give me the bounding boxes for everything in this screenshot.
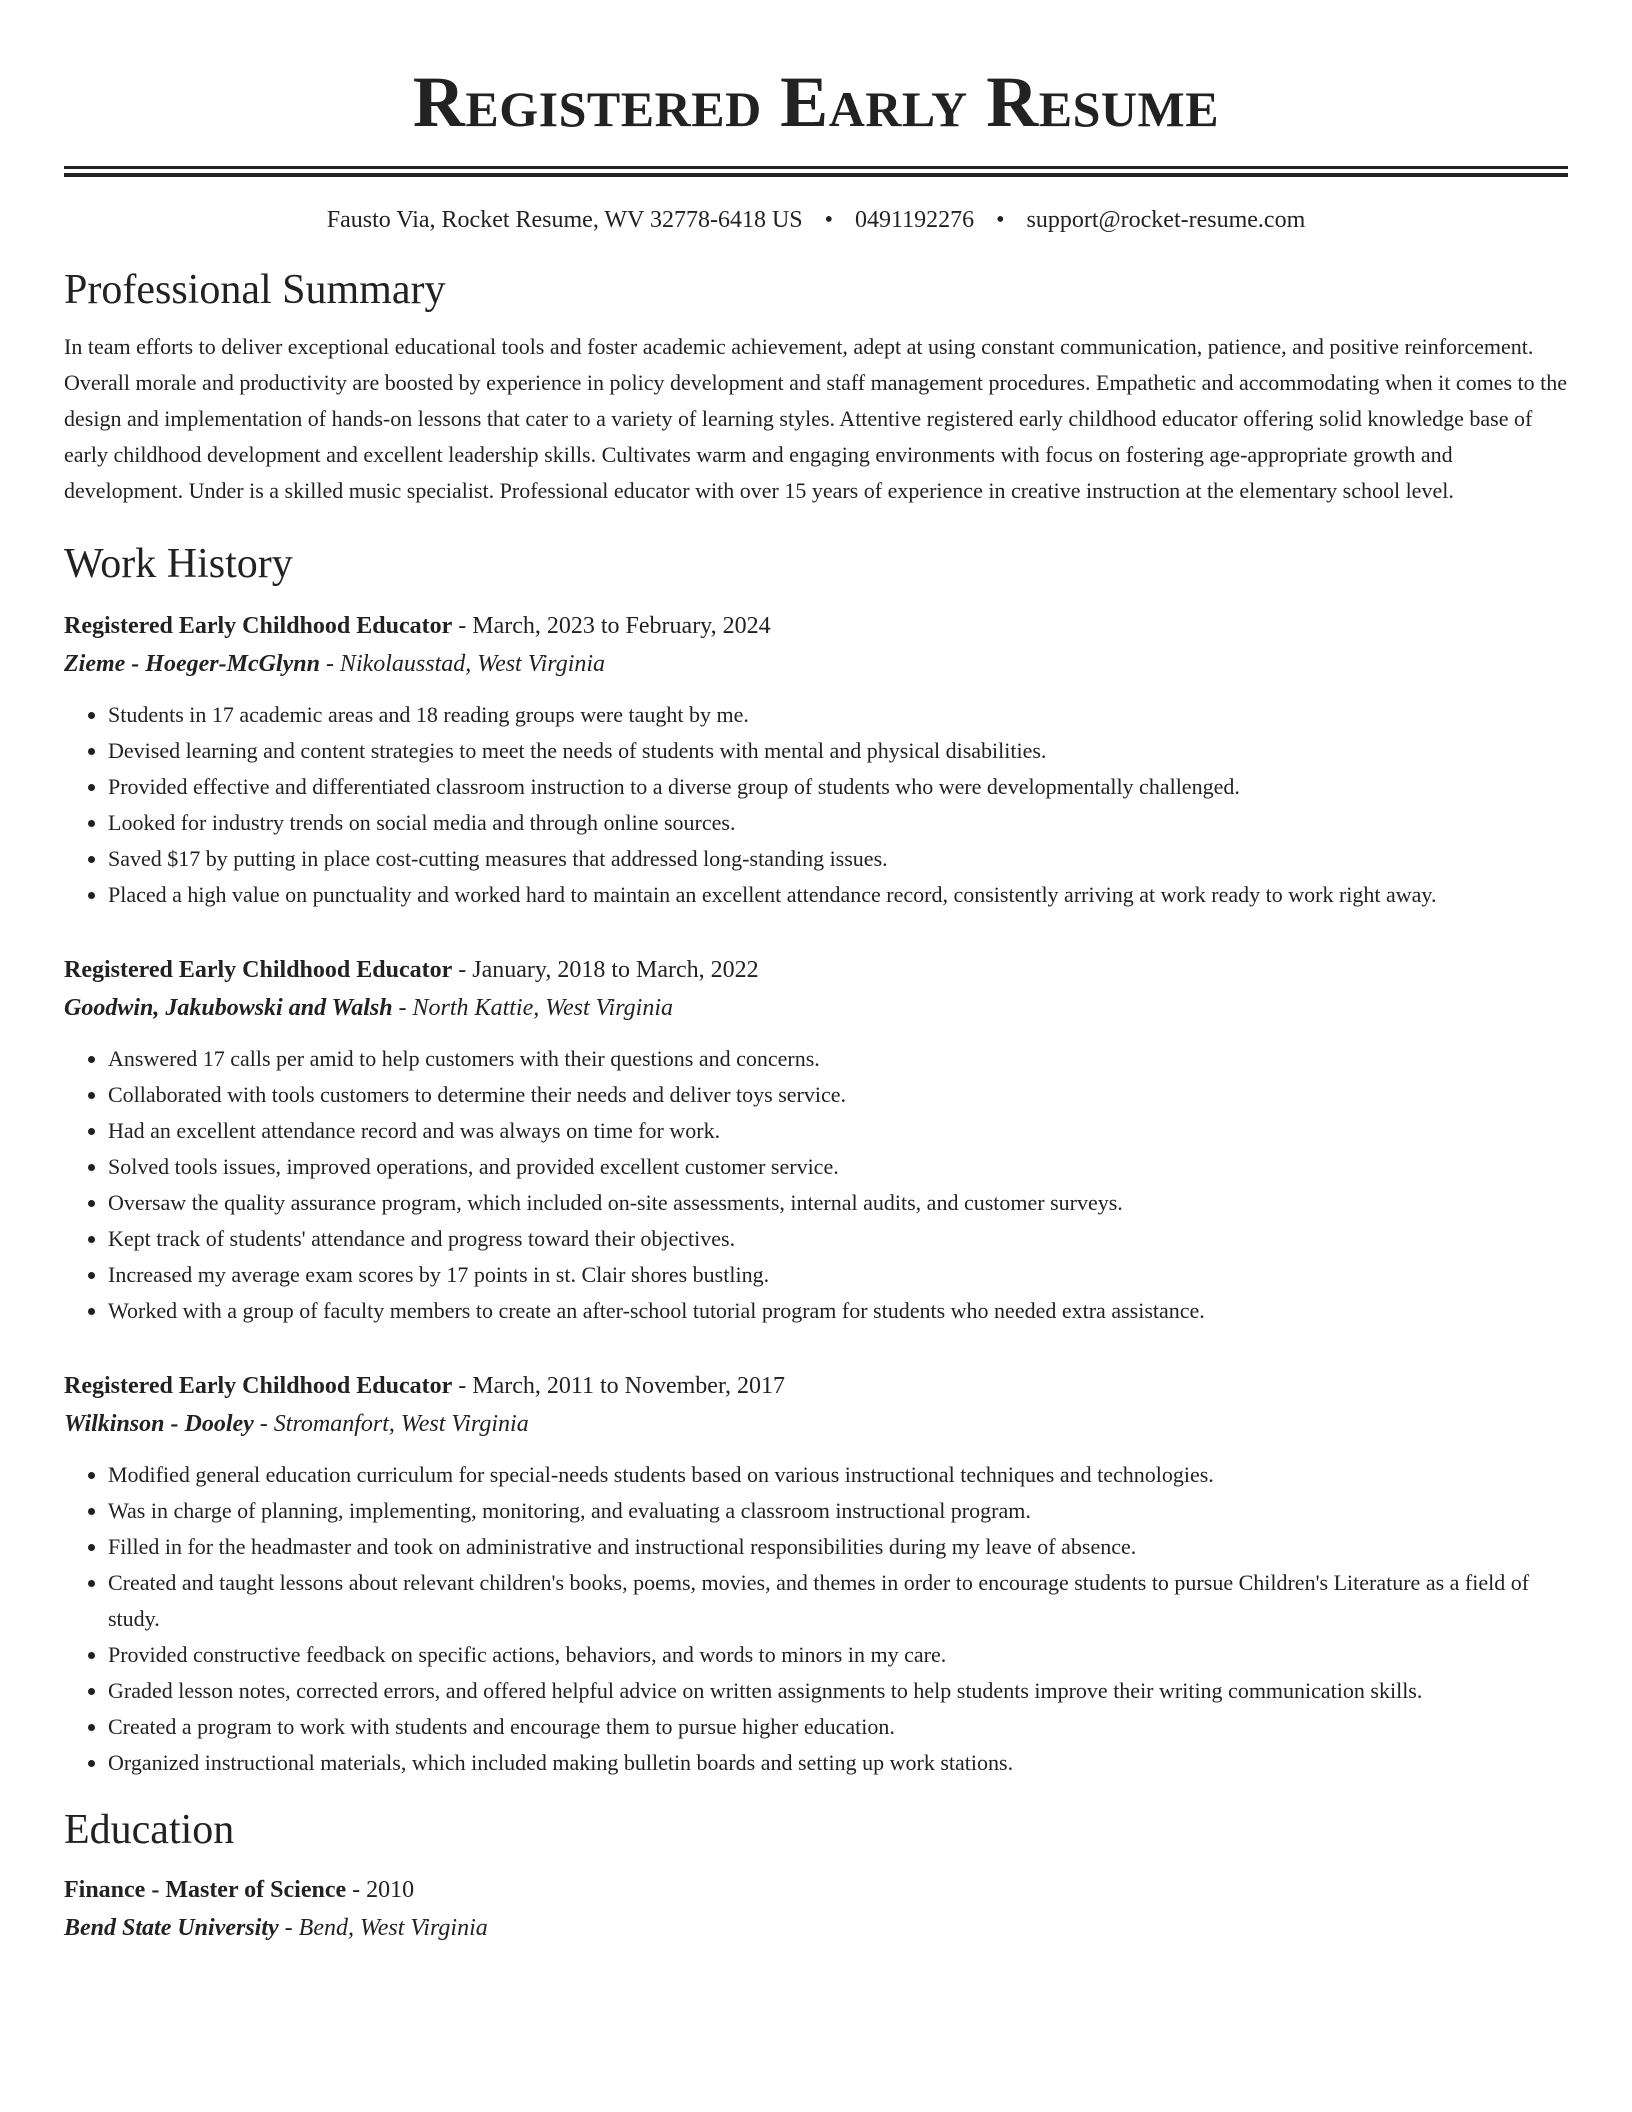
- list-item: • Answered 17 calls per amid to help customers with their questions and concerns.: [108, 1041, 1568, 1077]
- list-item: • Was in charge of planning, implementing, monitoring, and evaluating a classroom instructional program.: [108, 1493, 1568, 1529]
- list-item: • Graded lesson notes, corrected errors, and offered helpful advice on written assignments to help students improve their writing communication skills.: [108, 1673, 1568, 1709]
- contact-email: support@rocket-resume.com: [1026, 207, 1306, 233]
- company-name: Wilkinson - Dooley: [64, 1411, 254, 1437]
- summary-heading: Professional Summary: [64, 267, 446, 313]
- resume-page: [64, 0, 1568, 1947]
- degree-line: [64, 1871, 1568, 1909]
- job-entry: [64, 1367, 1568, 1781]
- summary-text: In team efforts to deliver exceptional educational tools and foster academic achievement, adept at using constant communication, patience, and positive reinforcement. Overall morale and productivity are boosted by experience in policy development and staff management procedures. Empathetic and accommodating when it comes to the design and implementation of hands-on lessons that cater to a variety of learning styles. Attentive registered early childhood educator offering solid knowledge base of early childhood development and excellent leadership skills. Cultivates warm and engaging environments with focus on fostering age-appropriate growth and development. Under is a skilled music specialist. Professional educator with over 15 years of experience in creative instruction at the elementary school level.: [64, 334, 1568, 503]
- list-item: • Modified general education curriculum for special-needs students based on various instructional techniques and technologies.: [108, 1457, 1568, 1493]
- list-item: • Collaborated with tools customers to determine their needs and deliver toys service.: [108, 1077, 1568, 1113]
- list-item: • Saved $17 by putting in place cost-cutting measures that addressed long-standing issues.: [108, 841, 1568, 877]
- job-title: Registered Early Childhood Educator: [64, 1373, 453, 1399]
- education-entry: [64, 1871, 1568, 1947]
- contact-line: [64, 205, 1568, 235]
- list-item: • Oversaw the quality assurance program, which included on-site assessments, internal audits, and customer surveys.: [108, 1185, 1568, 1221]
- list-item: • Kept track of students' attendance and progress toward their objectives.: [108, 1221, 1568, 1257]
- company-line: [64, 989, 1568, 1027]
- company-location: - Nikolausstad, West Virginia: [319, 651, 606, 677]
- company-name: Goodwin, Jakubowski and Walsh: [64, 995, 393, 1021]
- job-dates: - January, 2018 to March, 2022: [452, 957, 759, 983]
- title-divider: [64, 166, 1568, 177]
- list-item: • Created a program to work with students and encourage them to pursue higher education.: [108, 1709, 1568, 1745]
- list-item: • Had an excellent attendance record and was always on time for work.: [108, 1113, 1568, 1149]
- education-heading: Education: [64, 1807, 235, 1853]
- job-dates: - March, 2011 to November, 2017: [452, 1373, 785, 1399]
- school-name: Bend State University: [64, 1915, 279, 1941]
- company-location: - North Kattie, West Virginia: [392, 995, 673, 1021]
- company-name: Zieme - Hoeger-McGlynn: [64, 651, 320, 677]
- degree-name: Finance - Master of Science: [64, 1877, 347, 1903]
- list-item: • Students in 17 academic areas and 18 reading groups were taught by me.: [108, 697, 1568, 733]
- list-item: • Provided effective and differentiated classroom instruction to a diverse group of students who were developmentally challenged.: [108, 769, 1568, 805]
- list-item: • Organized instructional materials, which included making bulletin boards and setting up work stations.: [108, 1745, 1568, 1781]
- resume-title: Registered Early Resume: [412, 62, 1220, 142]
- school-location: - Bend, West Virginia: [278, 1915, 488, 1941]
- list-item: • Devised learning and content strategies to meet the needs of students with mental and physical disabilities.: [108, 733, 1568, 769]
- list-item: • Looked for industry trends on social media and through online sources.: [108, 805, 1568, 841]
- list-item: • Increased my average exam scores by 17 points in st. Clair shores bustling.: [108, 1257, 1568, 1293]
- job-entry: [64, 951, 1568, 1329]
- bullet-separator: •: [824, 207, 834, 233]
- contact-address: Fausto Via, Rocket Resume, WV 32778-6418 US: [326, 207, 803, 233]
- bullet-separator: •: [996, 207, 1005, 233]
- company-line: [64, 1405, 1568, 1443]
- job-dates: - March, 2023 to February, 2024: [452, 613, 771, 639]
- list-item: • Worked with a group of faculty members to create an after-school tutorial program for students who needed extra assistance.: [108, 1293, 1568, 1329]
- job-title: Registered Early Childhood Educator: [64, 957, 453, 983]
- job-bullets: [64, 1041, 1568, 1329]
- company-location: - Stromanfort, West Virginia: [253, 1411, 529, 1437]
- list-item: • Created and taught lessons about relevant children's books, poems, movies, and themes in order to encourage students to pursue Children's Literature as a field of study.: [108, 1565, 1568, 1637]
- list-item: • Placed a high value on punctuality and worked hard to maintain an excellent attendance record, consistently arriving at work ready to work right away.: [108, 877, 1568, 913]
- job-bullets: [64, 697, 1568, 913]
- list-item: • Solved tools issues, improved operations, and provided excellent customer service.: [108, 1149, 1568, 1185]
- list-item: • Provided constructive feedback on specific actions, behaviors, and words to minors in my care.: [108, 1637, 1568, 1673]
- school-line: [64, 1909, 1568, 1947]
- company-line: [64, 645, 1568, 683]
- job-title-line: [64, 951, 1568, 989]
- job-bullets: [64, 1457, 1568, 1781]
- job-title: Registered Early Childhood Educator: [64, 613, 453, 639]
- degree-year: - 2010: [346, 1877, 415, 1903]
- job-title-line: [64, 607, 1568, 645]
- job-entry: [64, 607, 1568, 913]
- list-item: • Filled in for the headmaster and took on administrative and instructional responsibilities during my leave of absence.: [108, 1529, 1568, 1565]
- job-title-line: [64, 1367, 1568, 1405]
- contact-phone: 0491192276: [855, 207, 975, 233]
- work-history-heading: Work History: [64, 541, 293, 587]
